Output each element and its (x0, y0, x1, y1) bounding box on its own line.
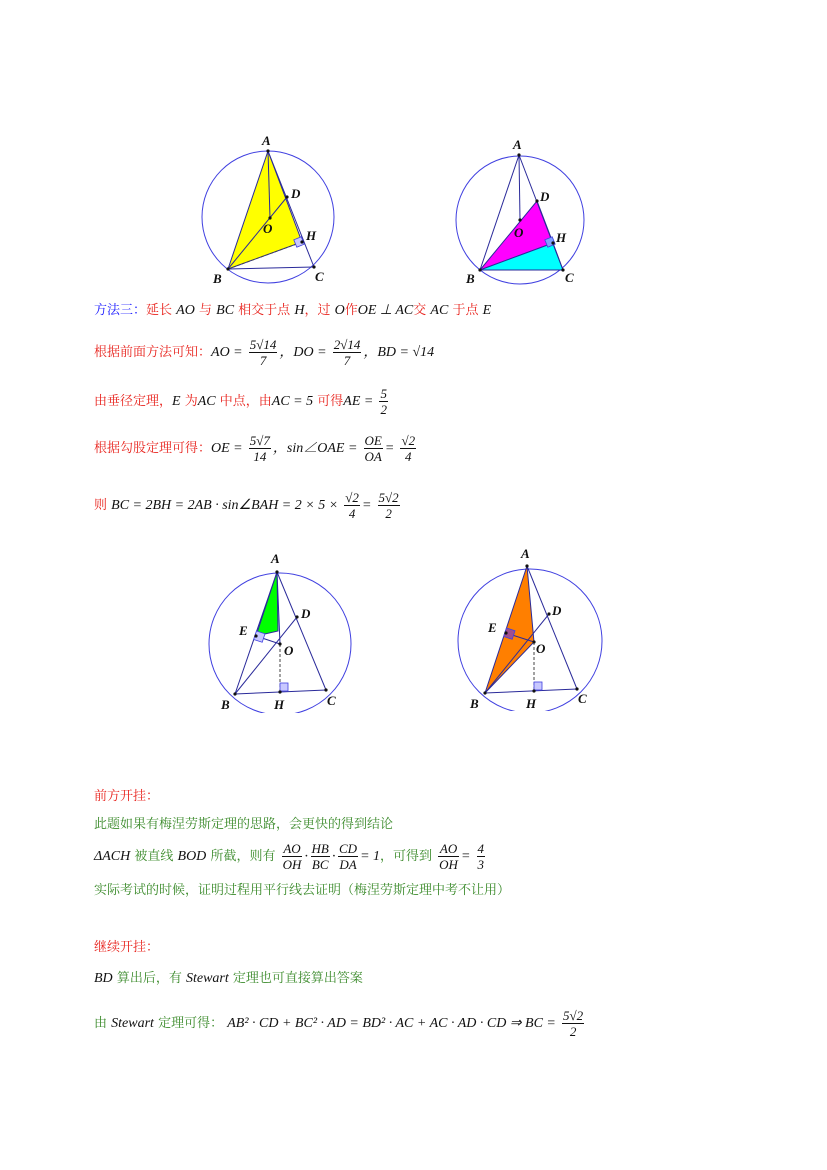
math: E (172, 394, 181, 409)
label-o: O (536, 641, 546, 656)
fraction-bc-result: $\frac{5√2}{2}$ (563, 1008, 584, 1039)
math: E (482, 303, 492, 318)
label-d: D (291, 186, 301, 201)
math: ，BD = √14 (363, 345, 435, 360)
line-perpendicular-chord (94, 386, 390, 417)
fraction-4-3: $\frac{4}{3}$ (477, 841, 485, 872)
math: = (361, 498, 372, 513)
math: O (334, 303, 345, 318)
label-d: D (540, 189, 550, 204)
label-o: O (263, 221, 273, 236)
text: 根据勾股定理可得： (94, 441, 212, 456)
label-e: E (488, 620, 497, 635)
aside1-line1: 此题如果有梅涅劳斯定理的思路，会更快的得到结论 (94, 817, 394, 832)
fraction-sqrt2-4: $\frac{√2}{4}$ (401, 433, 416, 464)
right-angle-mark-h (280, 683, 288, 691)
math: AB² · CD + BC² · AD = BD² · AC + AC · AD · CD ⇒ BC = (227, 1016, 556, 1031)
fraction-ae: $\frac{5}{2}$ (380, 386, 387, 417)
text: 交 (413, 303, 427, 318)
math: AO (176, 303, 195, 318)
math: BC (216, 303, 235, 318)
label-d: D (301, 606, 311, 621)
label-a: A (513, 137, 522, 152)
line-bc-result (94, 490, 402, 521)
label-b: B (470, 696, 479, 711)
text: 可得 (317, 394, 344, 409)
math: AE = (343, 394, 374, 409)
fraction-do: $\frac{2√14}{7}$ (333, 337, 361, 368)
segment-bc (228, 267, 314, 269)
fraction-cd-da: $\frac{CD}{DA}$ (339, 841, 358, 872)
segment-ac (277, 572, 326, 690)
label-h: H (306, 228, 317, 243)
math: ，DO = (279, 345, 327, 360)
label-b: B (213, 271, 222, 286)
text: 延长 (146, 303, 173, 318)
text: 与 (198, 303, 212, 318)
fraction-oe-oa: $\frac{OE}{OA}$ (364, 433, 382, 464)
math: = 1 (360, 849, 381, 864)
label-c: C (327, 693, 336, 708)
text: 则 (94, 498, 108, 513)
label-o: O (284, 643, 294, 658)
text: 定理可得： (158, 1016, 224, 1031)
math: ΔACH (94, 849, 131, 864)
segment-ao (519, 155, 520, 220)
math: OE ⊥ AC (357, 303, 414, 318)
math: OE = (211, 441, 243, 456)
fraction-ao: $\frac{5√14}{7}$ (249, 337, 277, 368)
label-h: H (556, 230, 567, 245)
label-h: H (526, 696, 537, 711)
text: 相交于点 (238, 303, 291, 318)
label-b: B (466, 271, 475, 286)
aside1-heading: 前方开挂： (94, 789, 160, 804)
method3-line (94, 304, 491, 318)
math: AO = (211, 345, 243, 360)
text: 所截，则有 (210, 849, 276, 864)
label-a: A (521, 546, 530, 561)
figure-mid-left (200, 548, 360, 713)
fraction-sqrt2-4: $\frac{√2}{4}$ (345, 490, 359, 521)
text: 于点 (452, 303, 479, 318)
label-c: C (315, 269, 324, 284)
math: BC = 2BH = 2AB · sin∠BAH = 2 × 5 × (111, 498, 339, 513)
segment-ac (527, 566, 577, 689)
label-h: H (274, 697, 285, 712)
label-e: E (239, 623, 248, 638)
math: Stewart (111, 1016, 154, 1031)
math: ，sin∠OAE = (272, 441, 358, 456)
math: BD (94, 971, 113, 986)
triangle-aeo-green (256, 572, 278, 636)
math: H (294, 303, 305, 318)
label-c: C (578, 691, 587, 706)
segment-bc (485, 689, 577, 693)
text: 作 (344, 303, 358, 318)
label-d: D (552, 603, 562, 618)
math: AC (430, 303, 449, 318)
math: BOD (177, 849, 207, 864)
aside2-heading: 继续开挂： (94, 940, 160, 955)
figure-mid-right (448, 541, 608, 711)
figure-top-left (195, 130, 345, 290)
text: 根据前面方法可知： (94, 345, 212, 360)
fraction-oe: $\frac{5√7}{14}$ (249, 433, 270, 464)
line-known-values (94, 337, 434, 368)
text: 由 (94, 1016, 108, 1031)
math: = (460, 849, 471, 864)
aside1-line3: 实际考试的时候，证明过程用平行线去证明（梅涅劳斯定理中考不让用） (94, 883, 511, 898)
method3-heading: 方法三： (94, 303, 147, 318)
text: 为 (184, 394, 198, 409)
fraction-bc: $\frac{5√2}{2}$ (378, 490, 399, 521)
aside2-stewart-line (94, 1008, 586, 1039)
label-b: B (221, 697, 230, 712)
label-a: A (262, 133, 271, 148)
text: 定理也可直接算出答案 (232, 971, 363, 986)
label-a: A (271, 551, 280, 566)
text: ，过 (304, 303, 331, 318)
text: 被直线 (134, 849, 174, 864)
aside2-line1 (94, 972, 363, 986)
math: AC (197, 394, 216, 409)
label-o: O (514, 225, 524, 240)
math: = (384, 441, 395, 456)
aside1-menelaus-line: ΔACH 被直线 BOD 所截，则有 $\frac{AO}{OH}$ · $\frac{HB}{BC}$ · $\frac{CD}{DA}$ = 1，可得到 $\frac{AO}{OH}$ = $\frac{4}{3}$ (94, 841, 485, 872)
text: 中点，由 (219, 394, 272, 409)
fraction-ao-oh-result: $\frac{AO}{OH}$ (439, 841, 458, 872)
math: Stewart (185, 971, 229, 986)
label-c: C (565, 270, 574, 285)
text: ，可得到 (380, 849, 433, 864)
text: 由垂径定理， (94, 394, 173, 409)
right-angle-mark-h (534, 682, 542, 690)
text: 算出后，有 (116, 971, 182, 986)
figure-top-right (450, 135, 600, 290)
math: AC = 5 (271, 394, 314, 409)
fraction-ao-oh: $\frac{AO}{OH}$ (282, 841, 302, 872)
line-pythagoras (94, 433, 418, 464)
fraction-hb-bc: $\frac{HB}{BC}$ (311, 841, 329, 872)
